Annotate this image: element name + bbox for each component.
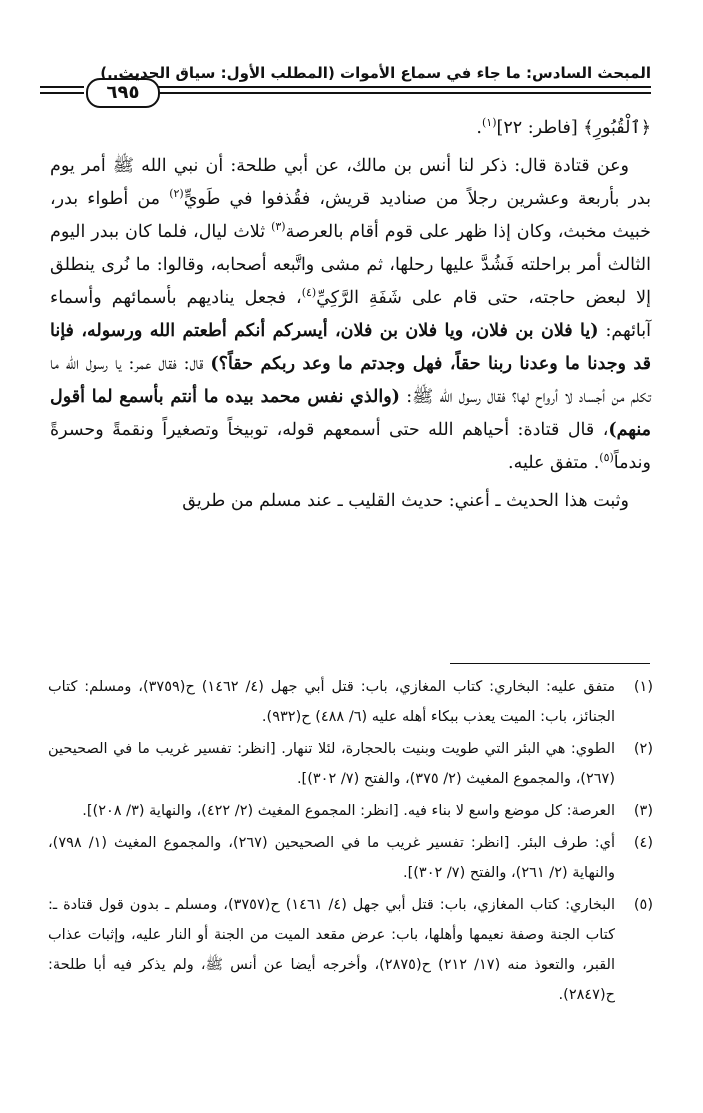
footnote-number: (٢) [633, 741, 653, 757]
footnote-number: (٥) [633, 897, 653, 913]
footnote-2 [48, 734, 653, 794]
footnote-4 [48, 828, 653, 888]
text-run: . [476, 118, 482, 138]
footnote-3 [48, 796, 653, 826]
footnote-ref: (٢) [169, 187, 184, 201]
running-title: المبحث السادس: ما جاء في سماع الأموات (المطلب الأول: سياق الحديث..) [100, 64, 651, 82]
footnotes [48, 672, 653, 1012]
text-run: . متفق عليه. [508, 453, 600, 473]
text-run: من أطواء بدر، خبيث مخبث، وكان إذا ظهر على قوم أقام بالعرصة [50, 189, 651, 242]
text-run: ثلاث ليال، فلما كان ببدر اليوم الثالث أمر براحلته فَشُدَّ عليها رحلها، ثم مشى واتَّبعه أصحابه، وقالوا: ما نُرى ينطلق إلا لبعض حاجته، حتى قام على شَفَةِ الرَّكِيِّ [50, 222, 651, 308]
paragraph-verse-end [50, 112, 651, 145]
footnote-number: (١) [633, 679, 653, 695]
bold-quote: (والذي نفس محمد بيده ما أنتم بأسمع لما أقول منهم) [50, 387, 651, 440]
paragraph-hadith [50, 150, 651, 480]
footnote-5 [48, 890, 653, 1010]
footnote-ref: (٥) [599, 451, 614, 465]
footnote-1 [48, 672, 653, 732]
header-rule-left-bottom [40, 92, 84, 94]
text-run: ، فجعل يناديهم بأسمائهم وأسماء آبائهم: [50, 288, 651, 341]
footnote-text: البخاري: كتاب المغازي، باب: قتل أبي جهل (٤/ ١٤٦١) ح(٣٧٥٧)، ومسلم ـ بدون قول قتادة ـ: كتاب الجنة وصفة نعيمها وأهلها، باب: عرض مقعد الميت من الجنة أو النار عليه، وإثبات عذاب القبر، والتعوذ منه (١٧/ ٢١٢) ح(٢٨٧٥)، وأخرجه أيضا عن أنس ﷺ، ولم يذكر فيه أبا طلحة: ح(٢٨٤٧). [48, 897, 615, 1003]
footnote-number: (٤) [633, 835, 653, 851]
header-rule-right-top [158, 86, 651, 88]
footnote-ref: (٤) [301, 286, 317, 300]
footnote-ref: (٣) [271, 220, 286, 234]
header-rule-right-bottom [158, 92, 651, 94]
paragraph-continuation: وثبت هذا الحديث ـ أعني: حديث القليب ـ عند مسلم من طريق [182, 491, 629, 511]
footnote-text: الطوي: هي البئر التي طويت وبنيت بالحجارة، لئلا تنهار. [انظر: تفسير غريب ما في الصحيحين (٢٦٧)، والمجموع المغيث (٢/ ٣٧٥)، والفتح (٧/ ٣٠٢)]. [48, 741, 615, 787]
text-run: ، قال قتادة: أحياهم الله حتى أسمعهم قوله، توبيخاً وتصغيراً ونقمةً وحسرةً وندماً [50, 420, 651, 473]
footnote-text: متفق عليه: البخاري: كتاب المغازي، باب: قتل أبي جهل (٤/ ١٤٦٢) ح(٣٧٥٩)، ومسلم: كتاب الجنائز، باب: الميت يعذب ببكاء أهله عليه (٦/ ٤٨٨) ح(٩٣٢). [48, 679, 615, 725]
page-number-badge: ٦٩٥ [86, 78, 160, 108]
text-run: ﴿ٱلْقُبُورِ﴾ [فاطر: ٢٢] [496, 118, 651, 138]
footnote-text: العرصة: كل موضع واسع لا بناء فيه. [انظر: المجموع المغيث (٢/ ٤٢٢)، والنهاية (٣/ ٢٠٨)]. [82, 803, 615, 819]
bold-quote: (يا فلان بن فلان، ويا فلان بن فلان، أيسركم أنكم أطعتم الله ورسوله، فإنا قد وجدنا ما وعدنا ربنا حقاً، فهل وجدتم ما وعد ربكم حقاً؟) [50, 321, 651, 374]
text-run: قال: فقال عمر: يا رسول الله ما تكلم من أجساد لا أرواح لها؟ فقال رسول الله ﷺ: [50, 354, 651, 407]
footnote-ref: (١) [481, 116, 497, 130]
footnote-separator [450, 663, 650, 664]
footnote-number: (٣) [633, 803, 653, 819]
main-text [50, 112, 651, 518]
footnote-text: أي: طرف البئر. [انظر: تفسير غريب ما في الصحيحين (٢٦٧)، والمجموع المغيث (١/ ٧٩٨)، والنهاية (٢/ ٢٦١)، والفتح (٧/ ٣٠٢)]. [48, 835, 615, 881]
text-run: وعن قتادة قال: ذكر لنا أنس بن مالك، عن أبي طلحة: أن نبي الله ﷺ أمر يوم بدر بأربعة وعشرين رجلاً من صناديد قريش، فقُذفوا في طَويٍّ [50, 156, 651, 209]
header-rule-left-top [40, 86, 84, 88]
